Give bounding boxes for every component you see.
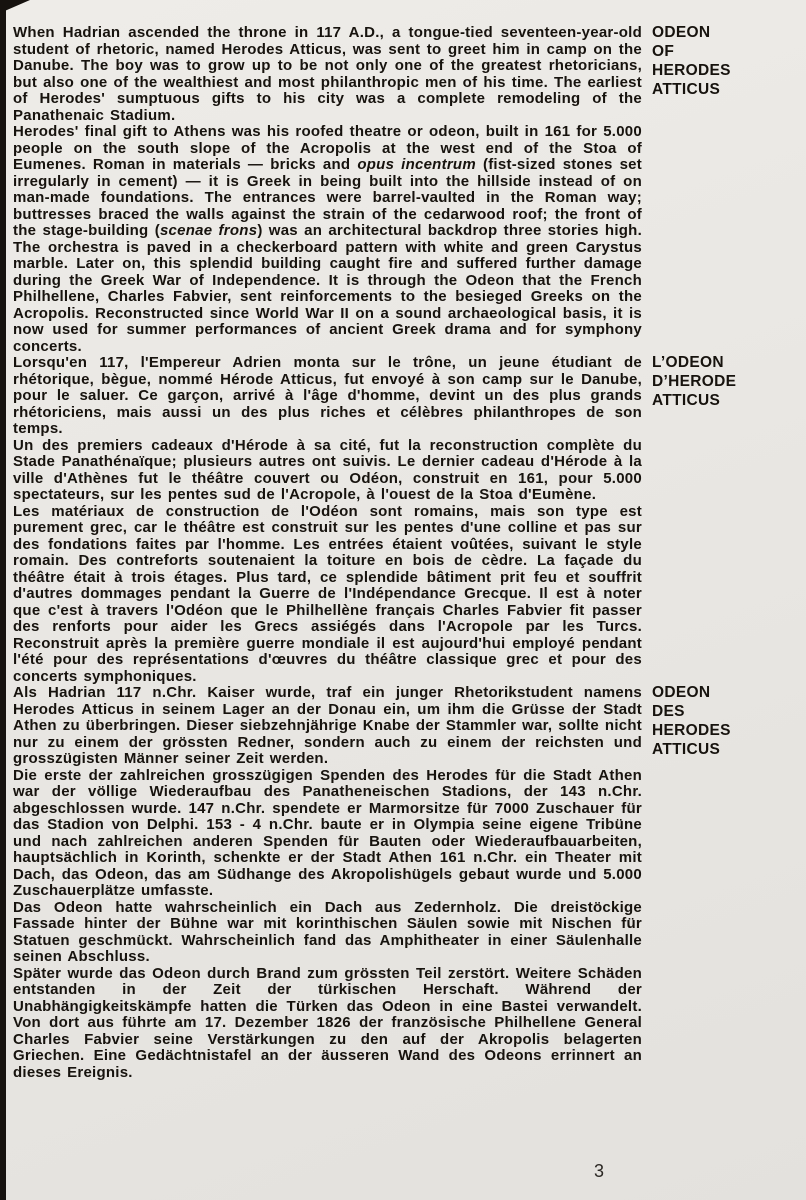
- margin-column-english: [642, 25, 793, 99]
- margin-column-french: [642, 355, 793, 410]
- paragraph: Les matériaux de construction de l'Odéon sont romains, mais son type est purement grec, car le théâtre est construit sur les pentes d'une colline et pas sur des fondations faites par l'homme. Les entrées étaient voûtées, suivant le style romain. Des contreforts soutenaient la toiture en bois de cèdre. La façade du théâtre était à trois étages. Plus tard, ce splendide bâtiment prit feu et souffrit d'autres dommages pendant la Guerre de l'Indépendance Grecque. Il est à noter que c'est à travers l'Odéon que le Philhellène français Charles Fabvier fit passer des renforts pour aider les Grecs assiégés dans l'Acropole par les Turcs. Reconstruit après la première guerre mondiale il est aujourd'hui employé pendant l'été pour des représentations d'œuvres du théâtre classique grec et pour des concerts symphoniques.: [13, 502, 642, 685]
- heading-line: ATTICUS: [652, 741, 721, 758]
- paragraph: Als Hadrian 117 n.Chr. Kaiser wurde, traf ein junger Rhetorikstudent namens Herodes Atticus in seinem Lager an der Donau ein, um ihm die Grüsse der Stadt Athen zu überbringen. Dieser siebzehnjährige Knabe der Stammler war, sollte nicht nur zu einem der grössten Redner, sondern auch zu einem der reichsten und grosszügisten Männer seiner Zeit werden.: [13, 684, 642, 767]
- margin-heading-french: [652, 353, 793, 410]
- margin-heading-english: [652, 23, 793, 99]
- scan-corner-artifact: [0, 0, 30, 13]
- heading-line: ATTICUS: [652, 81, 721, 98]
- heading-line: HERODES: [652, 722, 731, 739]
- paragraph: Später wurde das Odeon durch Brand zum grössten Teil zerstört. Weitere Schäden entstanden in der Zeit der türkischen Herschaft. Während der Unabhängigkeitskämpfe hatten die Türken das Odeon in eine Bastei verwandelt. Von dort aus führte am 17. Dezember 1826 der französische Philhellene General Charles Fabvier seine Verstärkungen zu den auf der Akropolis belagerten Griechen. Eine Gedächtnistafel an der äusseren Wand des Odeons errinnert an dieses Ereignis.: [13, 964, 642, 1081]
- section-french: [13, 355, 793, 685]
- body-text-french: [13, 355, 642, 685]
- heading-line: ATTICUS: [652, 392, 721, 409]
- paragraph: When Hadrian ascended the throne in 117 A.D., a tongue-tied seventeen-year-old student of rhetoric, named Herodes Atticus, was sent to greet him in camp on the Danube. The boy was to grow up to be not only one of the greatest rhetoricians, but also one of the wealthiest and most philanthropic men of his time. The earliest of Herodes' sumptuous gifts to his city was a complete remodeling of the Panathenaic Stadium.: [13, 24, 642, 124]
- paragraph: Lorsqu'en 117, l'Empereur Adrien monta sur le trône, un jeune étudiant de rhétorique, bègue, nommé Hérode Atticus, fut envoyé à son camp sur le Danube, pour le saluer. Ce garçon, arrivé à l'âge d'homme, devint un des plus grands rhétoriciens, mais aussi un des plus riches et célèbres philanthropes de son temps.: [13, 354, 642, 437]
- body-text-german: [13, 685, 642, 1081]
- heading-line: D’HERODE: [652, 373, 737, 390]
- section-german: [13, 685, 793, 1081]
- heading-line: L’ODEON: [652, 354, 724, 371]
- heading-line: DES: [652, 703, 685, 720]
- paragraph: Das Odeon hatte wahrscheinlich ein Dach aus Zedernholz. Die dreistöckige Fassade hinter der Bühne war mit korinthischen Säulen sowie mit Nischen für Statuen geschmückt. Wahrscheinlich fand das Amphitheater in einer Säulenhalle seinen Abschluss.: [13, 898, 642, 965]
- body-text-english: [13, 25, 642, 355]
- page-scan-edge: [0, 0, 6, 1200]
- page-content: [13, 25, 793, 1081]
- heading-line: ODEON: [652, 24, 711, 41]
- page-number: 3: [594, 1161, 605, 1181]
- paragraph: Un des premiers cadeaux d'Hérode à sa cité, fut la reconstruction complète du Stade Panathénaïque; plusieurs autres ont suivis. Le dernier cadeau d'Hérode à la ville d'Athènes fut le théâtre couvert ou Odéon, construit en 161, pour 5.000 spectateurs, sur les pentes sud de l'Acropole, à l'ouest de la Stoa d'Eumène.: [13, 436, 642, 503]
- heading-line: ODEON: [652, 684, 711, 701]
- paragraph: Herodes' final gift to Athens was his roofed theatre or odeon, built in 161 for 5.000 people on the south slope of the Acropolis at the west end of the Stoa of Eumenes. Roman in materials — bricks and opus incentrum (fist-sized stones set irregularly in cement) — it is Greek in being built into the hillside instead of on man-made foundations. The entrances were barrel-vaulted in the Roman way; buttresses braced the walls against the strain of the cedarwood roof; the front of the stage-building (scenae frons) was an architectural backdrop three stories high. The orchestra is paved in a checkerboard pattern with white and green Carystus marble. Later on, this splendid building caught fire and suffered further damage during the Greek War of Independence. It is through the Odeon that the French Philhellene, Charles Fabvier, sent reinforcements to the besieged Greeks on the Acropolis. Reconstructed since World War II on a sound archaeological basis, it is now used for summer performances of ancient Greek drama and for symphony concerts.: [13, 123, 642, 355]
- section-english: [13, 25, 793, 355]
- margin-heading-german: [652, 683, 793, 759]
- paragraph: Die erste der zahlreichen grosszügigen Spenden des Herodes für die Stadt Athen war der völlige Wiederaufbau des Panatheneischen Stadions, der 143 n.Chr. abgeschlossen wurde. 147 n.Chr. spendete er Marmorsitze für 7000 Zuschauer für das Stadion von Delphi. 153 - 4 n.Chr. baute er in Olympia seine eigene Tribüne und nach zahlreichen anderen Spenden für Bauten oder Wiederaufbauarbeiten, hauptsächlich in Korinth, schenkte er der Stadt Athen 161 n.Chr. ein Theater mit Dach, das Odeon, das am Südhange des Akropolishügels gebaut wurde und 5.000 Zuschauerplätze umfasste.: [13, 766, 642, 899]
- heading-line: HERODES: [652, 62, 731, 79]
- margin-column-german: [642, 685, 793, 759]
- heading-line: OF: [652, 43, 675, 60]
